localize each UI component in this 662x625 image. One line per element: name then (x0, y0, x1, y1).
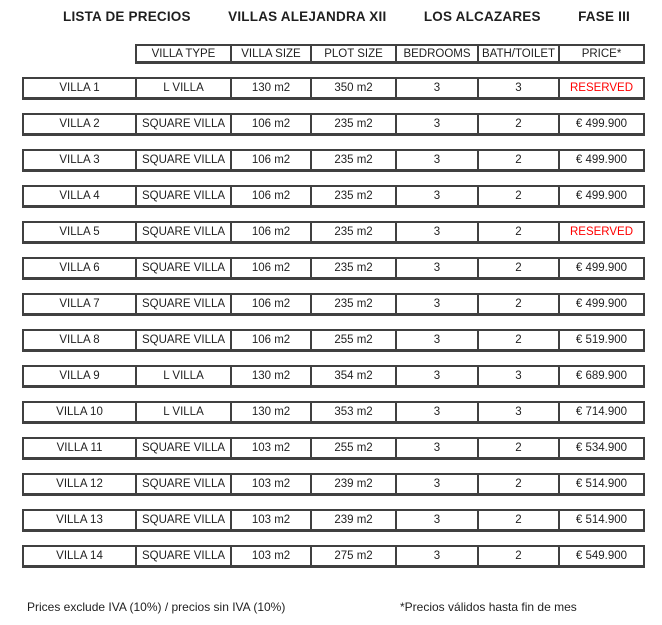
title-fase-iii: FASE III (578, 9, 630, 24)
bedrooms-cell: 3 (397, 151, 479, 169)
title-villas-alejandra-xii: VILLAS ALEJANDRA XII (228, 9, 387, 24)
table-row (22, 365, 645, 388)
villa-size-cell: 130 m2 (232, 367, 312, 385)
villa-name-cell: VILLA 14 (24, 547, 137, 565)
bedrooms-cell: 3 (397, 547, 479, 565)
villa-type-cell: SQUARE VILLA (137, 547, 232, 565)
plot-size-cell: 235 m2 (312, 223, 397, 241)
villa-size-cell: 106 m2 (232, 223, 312, 241)
table-row (22, 257, 645, 280)
table-header-row (135, 44, 645, 64)
table-row (22, 401, 645, 424)
bedrooms-cell: 3 (397, 475, 479, 493)
villa-type-cell: L VILLA (137, 79, 232, 97)
villa-name-cell: VILLA 1 (24, 79, 137, 97)
bath-toilet-cell: 2 (479, 187, 560, 205)
plot-size-cell: 239 m2 (312, 475, 397, 493)
table-row (22, 473, 645, 496)
bath-toilet-cell: 2 (479, 259, 560, 277)
price-cell: € 519.900 (575, 334, 628, 346)
villa-size-cell: 106 m2 (232, 259, 312, 277)
plot-size-cell: 255 m2 (312, 331, 397, 349)
villa-name-cell: VILLA 2 (24, 115, 137, 133)
bedrooms-cell: 3 (397, 259, 479, 277)
villa-size-cell: 103 m2 (232, 547, 312, 565)
bedrooms-cell: 3 (397, 295, 479, 313)
villa-size-cell: 106 m2 (232, 187, 312, 205)
title-los-alcazares: LOS ALCAZARES (423, 9, 541, 24)
column-header-bath-toilet: BATH/TOILET (479, 46, 560, 61)
bath-toilet-cell: 2 (479, 331, 560, 349)
plot-size-cell: 275 m2 (312, 547, 397, 565)
plot-size-cell: 235 m2 (312, 115, 397, 133)
villa-type-cell: SQUARE VILLA (137, 187, 232, 205)
villa-size-cell: 106 m2 (232, 295, 312, 313)
villa-type-cell: SQUARE VILLA (137, 295, 232, 313)
bath-toilet-cell: 2 (479, 295, 560, 313)
bath-toilet-cell: 3 (479, 403, 560, 421)
price-cell: € 499.900 (575, 262, 628, 274)
bath-toilet-cell: 2 (479, 511, 560, 529)
column-header-plot-size: PLOT SIZE (312, 46, 397, 61)
table-row (22, 293, 645, 316)
villa-name-cell: VILLA 12 (24, 475, 137, 493)
plot-size-cell: 350 m2 (312, 79, 397, 97)
column-header-villa-type: VILLA TYPE (137, 46, 232, 61)
bath-toilet-cell: 2 (479, 475, 560, 493)
villa-name-cell: VILLA 10 (24, 403, 137, 421)
bedrooms-cell: 3 (397, 223, 479, 241)
plot-size-cell: 255 m2 (312, 439, 397, 457)
column-header-bedrooms: BEDROOMS (397, 46, 479, 61)
table-row (22, 509, 645, 532)
price-cell: € 514.900 (575, 478, 628, 490)
bath-toilet-cell: 3 (479, 367, 560, 385)
villa-name-cell: VILLA 9 (24, 367, 137, 385)
bedrooms-cell: 3 (397, 511, 479, 529)
villa-name-cell: VILLA 4 (24, 187, 137, 205)
villa-size-cell: 103 m2 (232, 475, 312, 493)
table-row (22, 185, 645, 208)
villa-size-cell: 130 m2 (232, 403, 312, 421)
column-header-price: PRICE* (581, 47, 622, 60)
price-cell: € 499.900 (575, 154, 628, 166)
bath-toilet-cell: 3 (479, 79, 560, 97)
price-cell: € 549.900 (575, 550, 628, 562)
price-cell: € 689.900 (575, 370, 628, 382)
plot-size-cell: 239 m2 (312, 511, 397, 529)
plot-size-cell: 354 m2 (312, 367, 397, 385)
bedrooms-cell: 3 (397, 115, 479, 133)
villa-name-cell: VILLA 6 (24, 259, 137, 277)
villa-size-cell: 130 m2 (232, 79, 312, 97)
bath-toilet-cell: 2 (479, 547, 560, 565)
bedrooms-cell: 3 (397, 439, 479, 457)
plot-size-cell: 235 m2 (312, 187, 397, 205)
bedrooms-cell: 3 (397, 79, 479, 97)
villa-size-cell: 103 m2 (232, 439, 312, 457)
bath-toilet-cell: 2 (479, 439, 560, 457)
plot-size-cell: 235 m2 (312, 151, 397, 169)
table-row (22, 329, 645, 352)
villa-type-cell: SQUARE VILLA (137, 475, 232, 493)
price-cell: € 534.900 (575, 442, 628, 454)
villa-type-cell: SQUARE VILLA (137, 511, 232, 529)
column-header-villa-size: VILLA SIZE (232, 46, 312, 61)
plot-size-cell: 353 m2 (312, 403, 397, 421)
table-row (22, 149, 645, 172)
villa-type-cell: L VILLA (137, 367, 232, 385)
price-cell: € 499.900 (575, 190, 628, 202)
price-cell: RESERVED (569, 82, 634, 94)
bedrooms-cell: 3 (397, 403, 479, 421)
footer-note-validity: *Precios válidos hasta fin de mes (400, 600, 577, 614)
villa-size-cell: 106 m2 (232, 115, 312, 133)
bedrooms-cell: 3 (397, 367, 479, 385)
page-title (63, 9, 630, 24)
title-lista-de-precios: LISTA DE PRECIOS (63, 9, 191, 24)
price-cell: € 514.900 (575, 514, 628, 526)
table-row (22, 545, 645, 568)
villa-size-cell: 106 m2 (232, 151, 312, 169)
footer-note-tax: Prices exclude IVA (10%) / precios sin IVA (10%) (27, 600, 286, 614)
bedrooms-cell: 3 (397, 187, 479, 205)
villa-type-cell: SQUARE VILLA (137, 115, 232, 133)
price-cell: € 714.900 (575, 406, 628, 418)
table-row (22, 77, 645, 100)
bath-toilet-cell: 2 (479, 223, 560, 241)
bedrooms-cell: 3 (397, 331, 479, 349)
bath-toilet-cell: 2 (479, 151, 560, 169)
table-row (22, 437, 645, 460)
villa-name-cell: VILLA 7 (24, 295, 137, 313)
villa-type-cell: SQUARE VILLA (137, 331, 232, 349)
villa-name-cell: VILLA 13 (24, 511, 137, 529)
villa-name-cell: VILLA 5 (24, 223, 137, 241)
villa-type-cell: SQUARE VILLA (137, 439, 232, 457)
price-cell: € 499.900 (575, 118, 628, 130)
villa-size-cell: 103 m2 (232, 511, 312, 529)
table-row (22, 113, 645, 136)
villa-type-cell: SQUARE VILLA (137, 223, 232, 241)
villa-name-cell: VILLA 11 (24, 439, 137, 457)
price-cell: RESERVED (569, 226, 634, 238)
bath-toilet-cell: 2 (479, 115, 560, 133)
villa-type-cell: SQUARE VILLA (137, 259, 232, 277)
villa-name-cell: VILLA 8 (24, 331, 137, 349)
plot-size-cell: 235 m2 (312, 295, 397, 313)
table-rows (22, 77, 645, 581)
plot-size-cell: 235 m2 (312, 259, 397, 277)
villa-name-cell: VILLA 3 (24, 151, 137, 169)
villa-type-cell: L VILLA (137, 403, 232, 421)
villa-type-cell: SQUARE VILLA (137, 151, 232, 169)
villa-size-cell: 106 m2 (232, 331, 312, 349)
table-row (22, 221, 645, 244)
price-cell: € 499.900 (575, 298, 628, 310)
